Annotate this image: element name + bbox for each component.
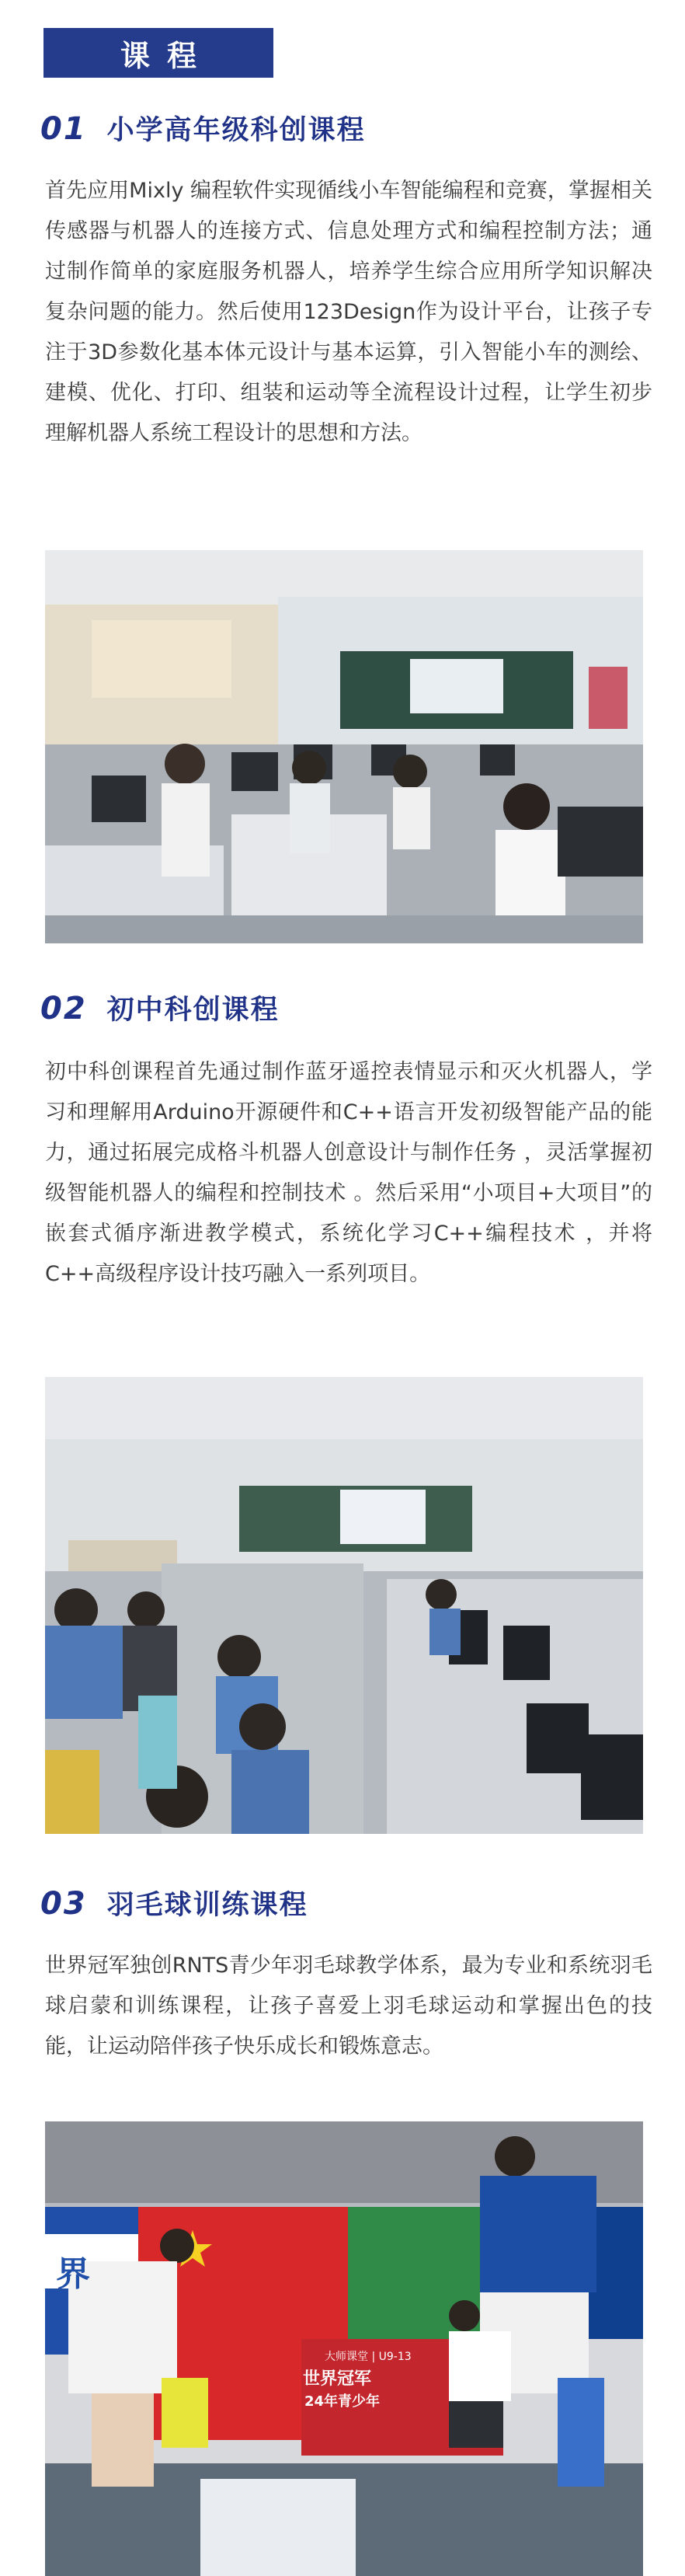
classroom-photo-1 <box>45 550 643 943</box>
section-2-heading <box>40 988 280 1032</box>
section-1-heading <box>40 109 366 152</box>
section-3-text: 世界冠军独创RNTS青少年羽毛球教学体系，最为专业和系统羽毛球启蒙和训练课程，让孩子喜爱上羽毛球运动和掌握出色的技能，让运动陪伴孩子快乐成长和锻炼意志。 <box>45 1954 652 2058</box>
section-3-heading <box>40 1884 308 1927</box>
banner-sign-line1: 大师课堂 | U9-13 <box>325 2351 412 2363</box>
badminton-photo <box>45 2121 643 2576</box>
classroom-photo-2 <box>45 1377 643 1834</box>
section-1-title: 小学高年级科创课程 <box>106 115 366 146</box>
section-2-number: 02 <box>40 991 87 1027</box>
section-2-text: 初中科创课程首先通过制作蓝牙遥控表情显示和灭火机器人，学习和理解用Arduino开源硬件和C++语言开发初级智能产品的能力，通过拓展完成格斗机器人创意设计与制作任务 ，灵活掌握初级智能机器人的编程和控制技术 。然后采用“小项目+大项目”的嵌套式循序渐进教学模式，系统化学习C++编程技术 ，并将C++高级程序设计技巧融入一系列项目。 <box>45 1060 652 1286</box>
section-1-number: 01 <box>40 111 87 147</box>
section-3-title: 羽毛球训练课程 <box>106 1890 308 1921</box>
section-1-text: 首先应用Mixly 编程软件实现循线小车智能编程和竞赛，掌握相关传感器与机器人的连接方式、信息处理方式和编程控制方法；通过制作简单的家庭服务机器人，培养学生综合应用所学知识解决复杂问题的能力。然后使用123Design作为设计平台，让孩子专注于3D参数化基本体元设计与基本运算，引入智能小车的测绘、建模、优化、打印、组装和运动等全流程设计过程，让学生初步理解机器人系统工程设计的思想和方法。 <box>45 179 652 445</box>
section-banner: 课程 <box>43 28 273 78</box>
banner-sign-left-char: 界 <box>56 2254 90 2294</box>
banner-sign-line2: 世界冠军 <box>303 2369 372 2389</box>
section-3-number: 03 <box>40 1886 87 1922</box>
banner-sign-line3: 24年青少年 <box>304 2393 381 2410</box>
section-2-title: 初中科创课程 <box>106 995 280 1026</box>
